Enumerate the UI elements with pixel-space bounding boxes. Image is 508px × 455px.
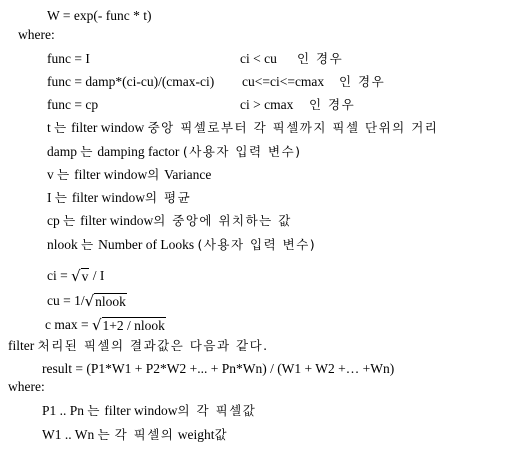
damp-description xyxy=(47,143,302,161)
korean-description: 중앙 픽셀로부터 각 픽셀까지 픽셀 단위의 거리 xyxy=(147,120,439,135)
square-root: √1+2 / nlook xyxy=(91,316,165,335)
func-expr: func = I xyxy=(47,51,90,66)
possessive-marker: 의 xyxy=(147,167,161,182)
func-condition: ci < cu xyxy=(240,51,277,66)
cu-formula xyxy=(47,291,127,312)
english-term: filter xyxy=(8,338,35,353)
where-label: where: xyxy=(8,379,45,394)
korean-description: 각 픽셀의 xyxy=(114,427,175,442)
symbol: damp xyxy=(47,144,77,159)
topic-marker: 는 xyxy=(81,237,95,252)
symbol: nlook xyxy=(47,237,78,252)
radicand: v xyxy=(81,269,89,285)
topic-marker: 는 xyxy=(80,144,94,159)
formula-lhs: ci = xyxy=(47,268,72,283)
where-label: where: xyxy=(18,27,55,42)
formula-rest: / I xyxy=(89,268,105,283)
english-term: Number of Looks xyxy=(98,237,195,252)
radicand: nlook xyxy=(95,294,126,310)
func-case-suffix: 인 경우 xyxy=(309,97,356,112)
cmax-formula xyxy=(45,315,166,336)
func-case-2 xyxy=(47,73,386,91)
formula-lhs: cu = 1/ xyxy=(47,293,85,308)
result-equation: result = (P1*W1 + P2*W2 +... + Pn*Wn) / (W1 + W2 +… +Wn) xyxy=(42,361,395,376)
topic-marker: 는 xyxy=(57,167,71,182)
topic-marker: 는 xyxy=(97,427,112,442)
korean-description: (사용자 입력 변수) xyxy=(182,144,302,159)
korean-description: (사용자 입력 변수) xyxy=(197,237,317,252)
w-description xyxy=(42,426,228,444)
symbol: I xyxy=(47,190,52,205)
formula-lhs: c max = xyxy=(45,317,92,332)
t-description xyxy=(47,119,438,137)
ci-formula xyxy=(47,266,104,287)
func-expr: func = damp*(ci-cu)/(cmax-ci) xyxy=(47,74,215,89)
english-term: filter window xyxy=(71,120,145,135)
func-case-suffix: 인 경우 xyxy=(297,51,344,66)
symbol: P1 .. Pn xyxy=(42,403,85,418)
p-description xyxy=(42,402,256,420)
symbol: W1 .. Wn xyxy=(42,427,95,442)
func-case-3 xyxy=(47,96,356,114)
i-description xyxy=(47,189,191,207)
english-term: Variance xyxy=(164,167,212,182)
korean-description: 의 중앙에 위치하는 값 xyxy=(153,213,292,228)
square-root: √v xyxy=(71,267,89,286)
topic-marker: 는 xyxy=(63,213,77,228)
english-term: filter window xyxy=(74,167,148,182)
topic-marker: 는 xyxy=(54,120,68,135)
square-root: √nlook xyxy=(84,292,126,311)
cp-description xyxy=(47,212,292,230)
english-term: filter window xyxy=(71,190,145,205)
func-condition: ci > cmax xyxy=(240,97,294,112)
func-case-1 xyxy=(47,50,344,68)
korean-description: 의 각 픽셀값 xyxy=(177,403,257,418)
func-expr: func = cp xyxy=(47,97,99,112)
korean-description: 의 평균 xyxy=(144,190,192,205)
english-term: filter window xyxy=(104,403,178,418)
func-case-suffix: 인 경우 xyxy=(339,74,386,89)
korean-suffix: 값 xyxy=(214,427,229,442)
korean-description: 처리된 픽셀의 결과값은 다음과 같다. xyxy=(37,338,269,353)
func-condition: cu<=ci<=cmax xyxy=(242,74,325,89)
english-term: damping factor xyxy=(97,144,180,159)
symbol: cp xyxy=(47,213,60,228)
result-intro xyxy=(8,337,269,355)
topic-marker: 는 xyxy=(54,190,69,205)
english-term: weight xyxy=(177,427,215,442)
weight-equation: W = exp(- func * t) xyxy=(47,8,152,23)
symbol: v xyxy=(47,167,54,182)
nlook-description xyxy=(47,236,316,254)
v-description xyxy=(47,166,211,184)
radicand: 1+2 / nlook xyxy=(102,318,165,334)
topic-marker: 는 xyxy=(87,403,101,418)
english-term: filter window xyxy=(80,213,154,228)
symbol: t xyxy=(47,120,51,135)
